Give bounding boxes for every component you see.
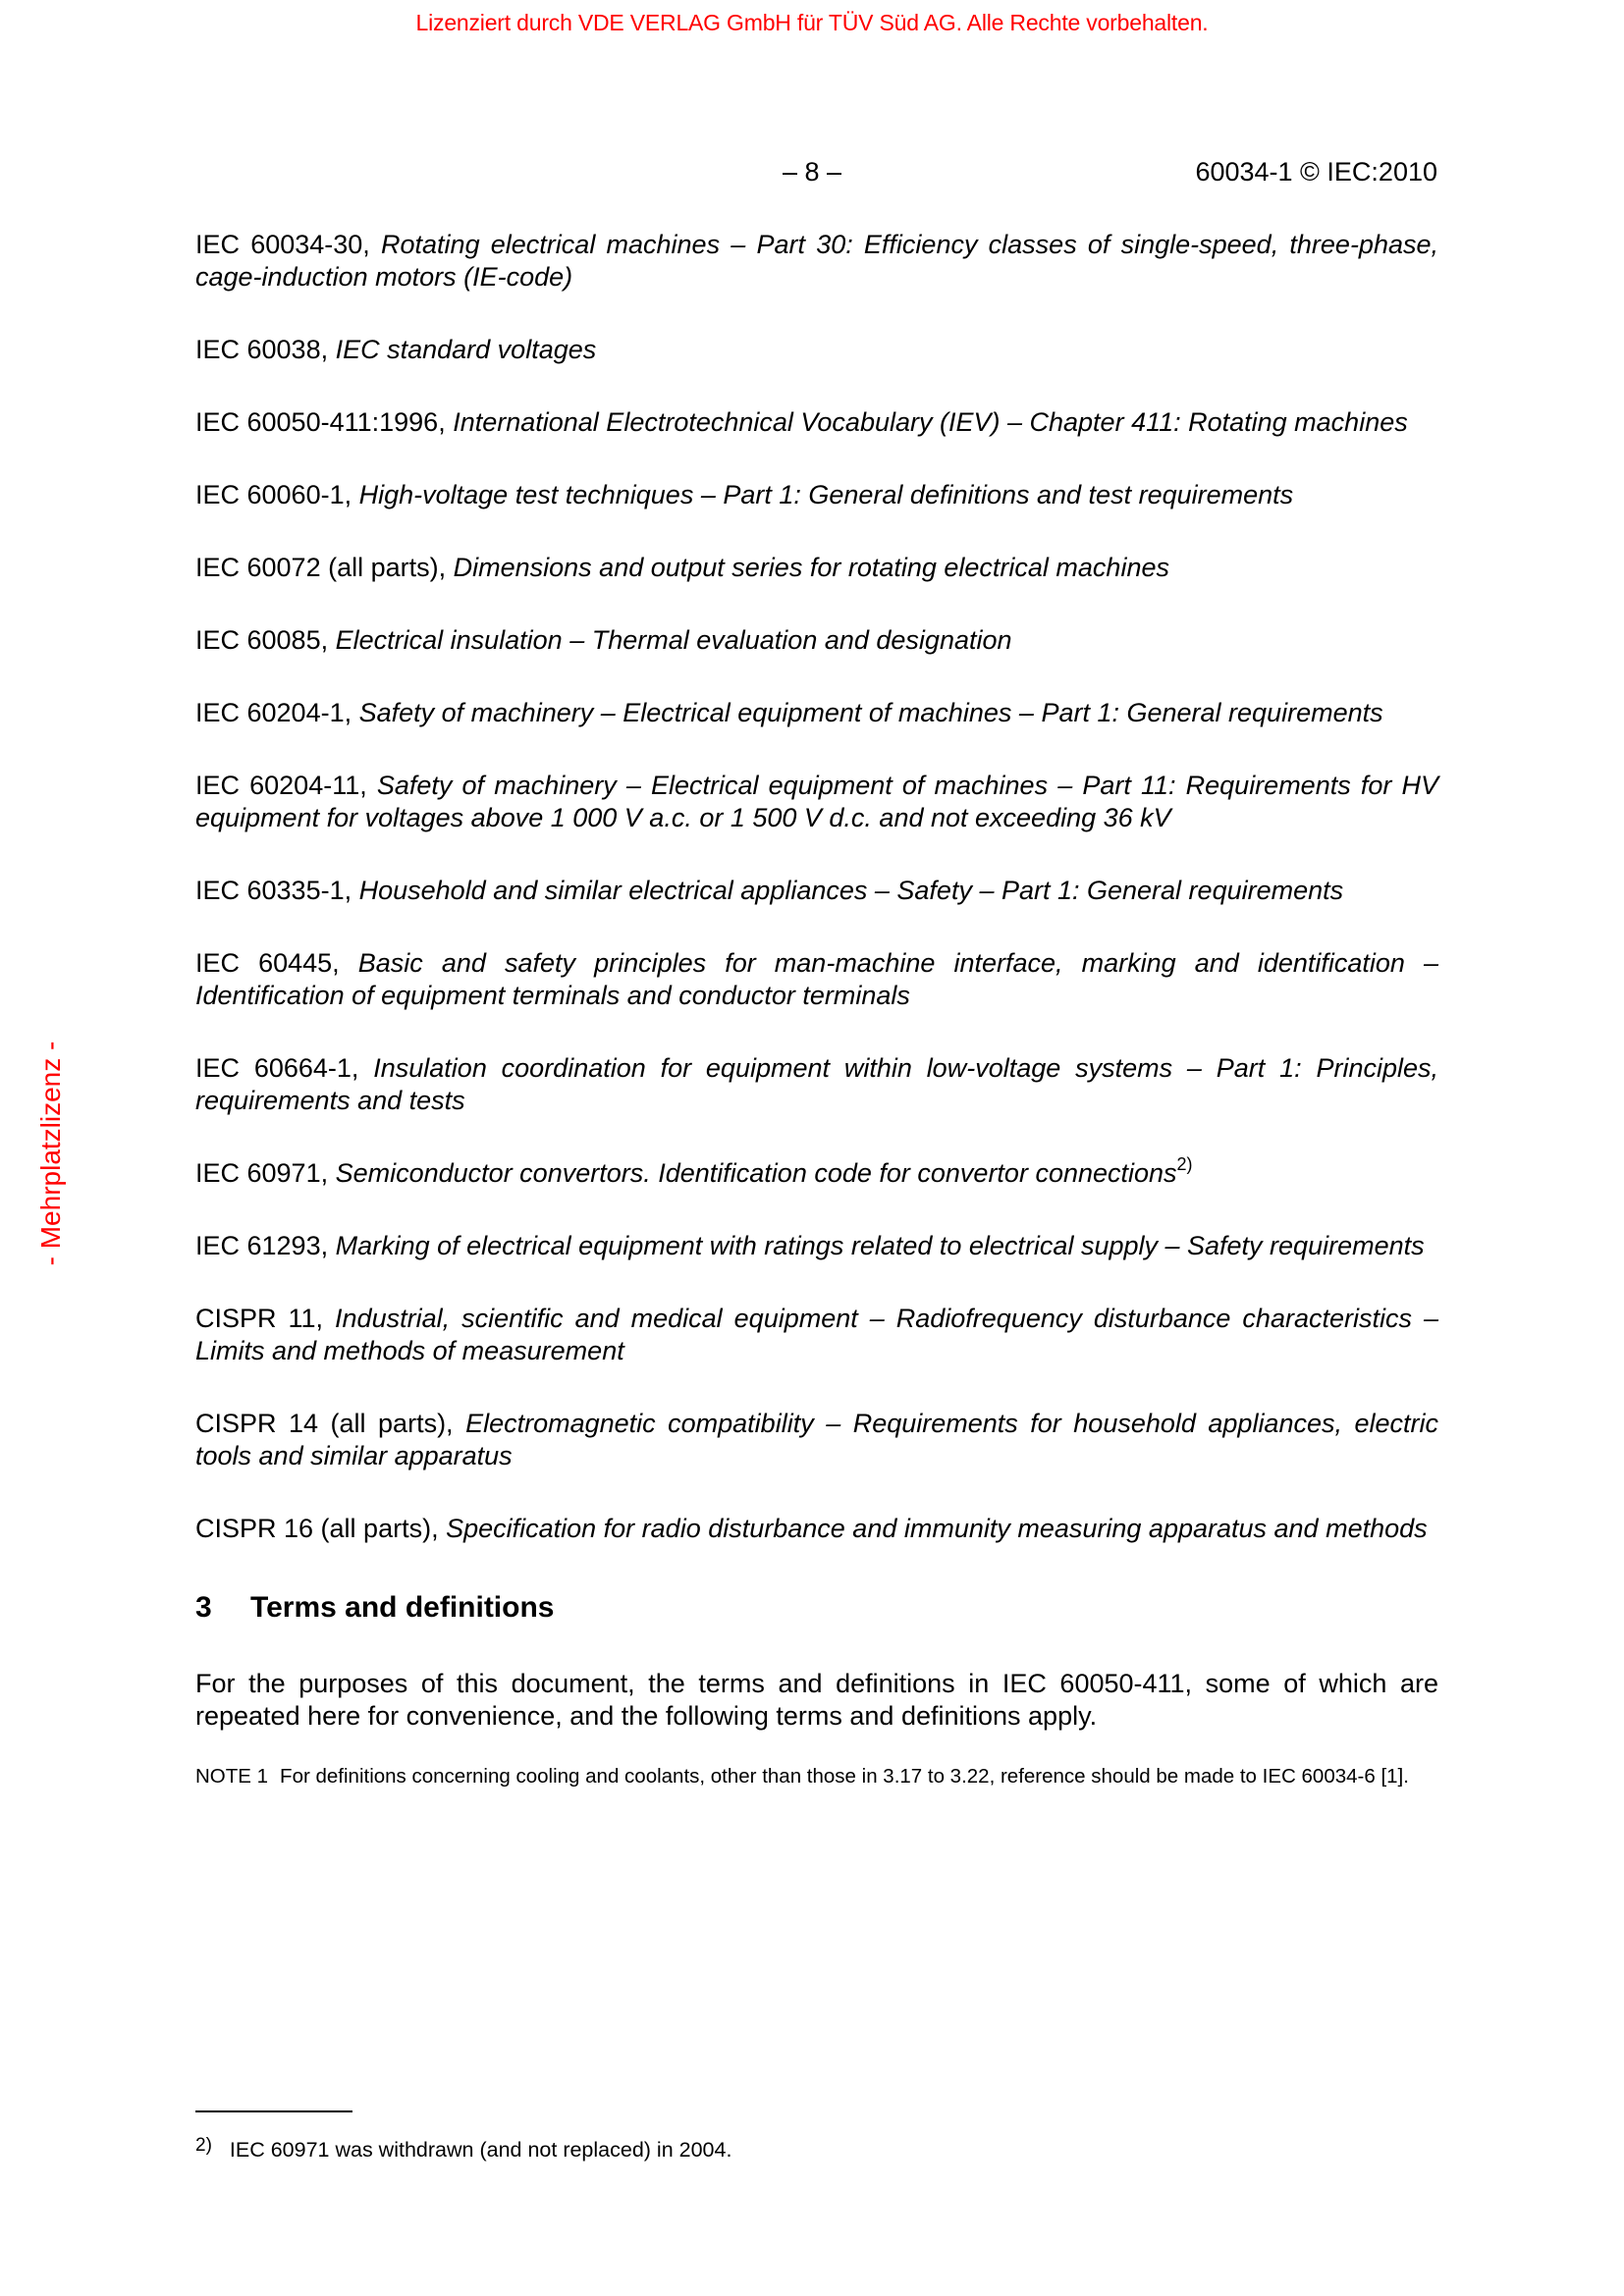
section-number: 3 [195,1591,212,1624]
reference-title: Industrial, scientific and medical equipment – Radiofrequency disturbance characteristics – Limits and methods of measurement [195,1304,1438,1365]
reference-entry [195,1303,1438,1367]
reference-code: IEC 61293, [195,1231,336,1260]
reference-code: CISPR 11, [195,1304,336,1333]
reference-title: Semiconductor convertors. Identification code for convertor connections [335,1158,1177,1188]
reference-title: International Electrotechnical Vocabulary (IEV) – Chapter 411: Rotating machines [453,407,1408,437]
reference-entry [195,1513,1438,1545]
footnote-reference[interactable]: 2) [1176,1154,1193,1174]
page-header [195,157,1437,192]
footnote [195,2135,731,2163]
reference-title: Insulation coordination for equipment within low-voltage systems – Part 1: Principles, requirements and tests [195,1053,1438,1115]
reference-title: Electromagnetic compatibility – Requirements for household appliances, electric tools and similar apparatus [195,1409,1439,1470]
reference-entry [195,697,1438,729]
reference-code: IEC 60971, [195,1158,336,1188]
reference-title: Basic and safety principles for man-machine interface, marking and identification – Identification of equipment terminals and conductor terminals [195,948,1439,1010]
reference-title: IEC standard voltages [335,335,597,364]
footnote-separator [195,2110,352,2112]
note [195,1764,1438,1789]
reference-title: High-voltage test techniques – Part 1: General definitions and test requirements [358,480,1294,509]
note-text: For definitions concerning cooling and coolants, other than those in 3.17 to 3.22, reference should be made to IEC 60034-6 [1]. [280,1765,1409,1788]
footnote-marker: 2) [195,2135,212,2156]
reference-title: Rotating electrical machines – Part 30: Efficiency classes of single-speed, three-phase, cage-induction motors (IE-code) [195,230,1438,292]
normative-references-list [195,229,1438,1545]
reference-code: IEC 60204-1, [195,698,359,727]
reference-title: Specification for radio disturbance and immunity measuring apparatus and methods [446,1514,1428,1543]
reference-title: Dimensions and output series for rotating electrical machines [453,553,1169,582]
reference-entry [195,552,1438,584]
reference-code: IEC 60072 (all parts), [195,553,454,582]
reference-entry [195,947,1438,1012]
note-label: NOTE 1 [195,1765,269,1788]
reference-entry [195,1154,1438,1190]
reference-title: Safety of machinery – Electrical equipment of machines – Part 11: Requirements for HV equipment for voltages above 1 000 V a.c. or 1 500 V d.c. and not exceeding 36 kV [195,771,1438,832]
reference-code: IEC 60664-1, [195,1053,374,1083]
document-id: 60034-1 © IEC:2010 [1195,157,1437,187]
reference-code: IEC 60445, [195,948,358,978]
reference-title: Household and similar electrical appliances – Safety – Part 1: General requirements [358,876,1344,905]
reference-entry [195,229,1438,294]
reference-entry [195,770,1438,834]
reference-code: IEC 60204-11, [195,771,377,800]
reference-code: IEC 60060-1, [195,480,359,509]
reference-entry [195,1052,1438,1117]
reference-title: Safety of machinery – Electrical equipment of machines – Part 1: General requirements [358,698,1383,727]
reference-code: IEC 60050-411:1996, [195,407,454,437]
reference-entry [195,1408,1438,1472]
reference-entry [195,334,1438,366]
section-heading [195,1591,1438,1625]
section-title: Terms and definitions [250,1591,555,1624]
reference-entry [195,624,1438,657]
reference-title: Electrical insulation – Thermal evaluation and designation [335,625,1012,655]
reference-entry [195,1230,1438,1262]
reference-code: IEC 60335-1, [195,876,359,905]
page-number: – 8 – [783,157,842,187]
section-intro-paragraph: For the purposes of this document, the terms and definitions in IEC 60050-411, some of which are repeated here for convenience, and the following terms and definitions apply. [195,1669,1438,1731]
license-banner: Lizenziert durch VDE VERLAG GmbH für TÜV Süd AG. Alle Rechte vorbehalten. [415,10,1209,35]
side-license-watermark: - Mehrplatzlizenz - [35,1041,66,1266]
reference-code: CISPR 16 (all parts), [195,1514,447,1543]
reference-code: IEC 60034-30, [195,230,382,259]
footnote-text: IEC 60971 was withdrawn (and not replaced) in 2004. [229,2138,732,2162]
reference-entry [195,875,1438,907]
reference-entry [195,406,1438,439]
reference-code: CISPR 14 (all parts), [195,1409,466,1438]
reference-entry [195,479,1438,511]
reference-code: IEC 60085, [195,625,336,655]
reference-code: IEC 60038, [195,335,336,364]
reference-title: Marking of electrical equipment with ratings related to electrical supply – Safety requirements [335,1231,1425,1260]
page-content [195,229,1438,1789]
